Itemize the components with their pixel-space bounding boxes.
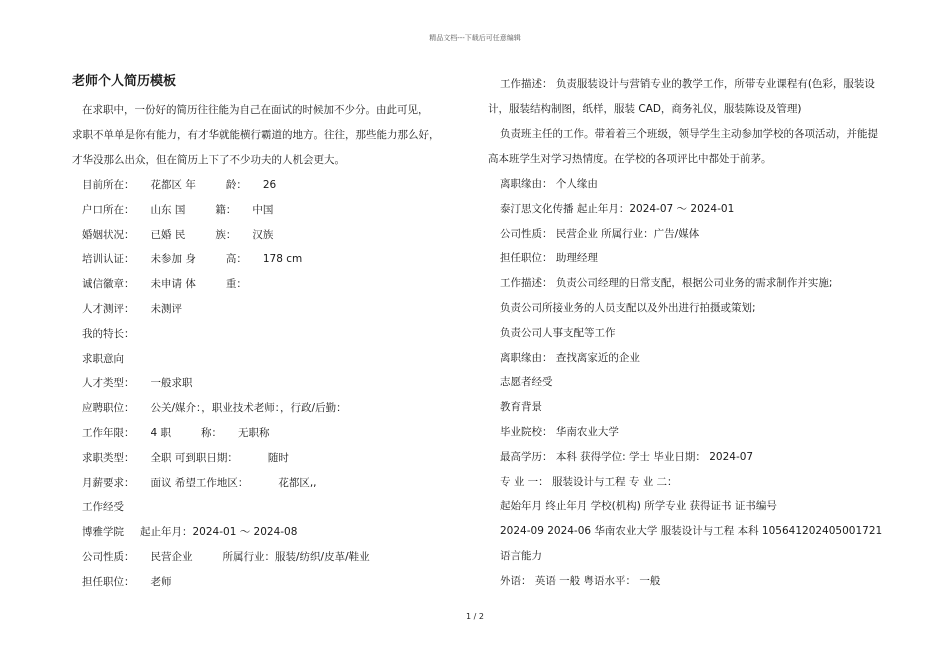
field-text: 面议 希望工作地区：: [150, 476, 249, 489]
field-text: 未测评: [150, 302, 182, 315]
right-column: [488, 72, 883, 594]
field-text: 重：: [225, 278, 247, 291]
field-text: 4 职: [150, 426, 172, 439]
field-text: 起止年月：2024-01 ～ 2024-08: [140, 526, 298, 539]
resume-line: 担任职位： 助理经理: [500, 252, 598, 265]
field-text: 工作经受: [82, 501, 124, 514]
resume-line: 起始年月 终止年月 学校(机构) 所学专业 获得证书 证书编号: [500, 500, 777, 513]
intro-line-3: 才华没那么出众，但在简历上下了不少功夫的人机会更大。: [72, 154, 345, 166]
field-text: 族：: [215, 228, 237, 241]
field-text: 人才测评：: [82, 302, 135, 315]
field-text: 目前所在：: [82, 179, 135, 191]
field-text: 随时: [267, 451, 289, 464]
resume-line: 最高学历： 本科 获得学位: 学士 毕业日期： 2024-07: [500, 450, 754, 463]
field-text: 全职 可到职日期：: [150, 451, 238, 464]
field-text: 培训认证：: [82, 253, 135, 266]
profile-field-row: [72, 495, 472, 520]
intro-line-1: 在求职中，一份好的简历往往能为自己在面试的时候加不少分。由此可见，: [82, 104, 429, 116]
resume-line: 离职缘由： 个人缘由: [500, 178, 598, 190]
profile-field-list: [72, 173, 472, 595]
field-text: 龄：: [225, 179, 247, 191]
page-header: 精品文档---下载后可任意编辑: [429, 34, 521, 42]
field-text: 花都区 年: [150, 179, 196, 191]
profile-field-row: [72, 198, 472, 223]
resume-line: 泰汀思文化传播 起止年月：2024-07 ～ 2024-01: [500, 202, 735, 215]
field-text: 178 cm: [262, 253, 303, 266]
resume-line: 语言能力: [500, 549, 542, 562]
profile-field-row: [72, 545, 472, 570]
resume-line: 离职缘由： 查找离家近的企业: [500, 351, 640, 364]
resume-field-list: [488, 172, 883, 594]
resume-line: 外语： 英语 一般 粤语水平： 一般: [500, 574, 661, 587]
profile-field-row: [72, 371, 472, 396]
field-text: 高：: [225, 253, 247, 266]
field-text: 担任职位：: [82, 575, 135, 588]
field-text: 求职类型：: [82, 451, 135, 464]
resume-line: 公司性质： 民营企业 所属行业：广告/媒体: [500, 227, 700, 240]
field-text: 户口所在：: [82, 203, 135, 216]
intro-line-2: 求职不单单是你有能力，有才华就能横行霸道的地方。往往，那些能力那么好，: [72, 129, 440, 141]
document-title: 老师个人简历模板: [72, 74, 177, 89]
resume-line: 专 业 一： 服装设计与工程 专 业 二：: [500, 475, 678, 488]
resume-line: 负责公司人事支配等工作: [500, 326, 616, 339]
profile-field-row: [72, 446, 472, 471]
left-column: [72, 72, 472, 595]
resume-line: 负责公司所接业务的人员支配以及外出进行拍摄或策划;: [500, 301, 756, 314]
field-text: 老师: [150, 575, 172, 588]
profile-field-row: [72, 421, 472, 446]
page-number: 1 / 2: [466, 612, 484, 621]
field-text: 婚姻状况：: [82, 228, 135, 241]
field-text: 诚信徽章：: [82, 278, 135, 291]
profile-field-row: [72, 173, 472, 198]
work-description-2: 负责班主任的工作。带着着三个班级，领导学生主动参加学校的各项活动，并能提高本班学生对学习热情度。在学校的各项评比中都处于前茅。: [488, 128, 878, 165]
profile-field-row: [72, 347, 472, 372]
profile-field-row: [72, 570, 472, 595]
field-text: 花都区,,: [278, 476, 317, 489]
field-text: 一般求职: [150, 377, 193, 390]
field-text: 已婚 民: [150, 228, 186, 241]
profile-field-row: [72, 297, 472, 322]
work-description-1: 工作描述： 负责服装设计与营销专业的教学工作，所带专业课程有(色彩，服装设计，服装结构制图，纸样，服装 CAD，商务礼仪，服装陈设及管理): [488, 78, 875, 115]
resume-line: 志愿者经受: [500, 376, 553, 389]
field-text: 无职称: [238, 426, 270, 439]
field-text: 应聘职位：: [82, 402, 135, 415]
field-text: 26: [262, 179, 277, 191]
profile-field-row: [72, 223, 472, 248]
field-text: 人才类型：: [82, 377, 135, 390]
field-text: 籍：: [215, 203, 237, 216]
resume-line: 2024-09 2024-06 华南农业大学 服装设计与工程 本科 1056412024050017​21: [500, 525, 883, 538]
field-text: 公司性质：: [82, 550, 135, 563]
field-text: 汉族: [252, 228, 274, 241]
field-text: 求职意向: [82, 352, 124, 365]
profile-field-row: [72, 247, 472, 272]
field-text: 月薪要求：: [82, 476, 135, 489]
field-text: 所属行业：服装/纺织/皮革/鞋业: [222, 550, 370, 563]
field-text: 称：: [201, 426, 223, 439]
profile-field-row: [72, 520, 472, 545]
profile-field-row: [72, 396, 472, 421]
field-text: 博雅学院: [82, 526, 124, 539]
field-text: 公关/媒介：，职业技术老师：，行政/后勤：: [150, 402, 347, 415]
profile-field-row: [72, 322, 472, 347]
resume-line: 教育背景: [500, 401, 542, 414]
field-text: 未参加 身: [150, 253, 196, 266]
field-text: 山东 国: [150, 203, 186, 216]
resume-line: 工作描述： 负责公司经理的日常支配，根据公司业务的需求制作并实施;: [500, 277, 833, 290]
field-text: 民营企业: [150, 550, 193, 563]
profile-field-row: [72, 471, 472, 496]
field-text: 工作年限：: [82, 426, 135, 439]
field-text: 未申请 体: [150, 278, 196, 291]
field-text: 我的特长：: [82, 327, 135, 340]
resume-line: 毕业院校： 华南农业大学: [500, 425, 619, 438]
field-text: 中国: [252, 203, 274, 216]
profile-field-row: [72, 272, 472, 297]
